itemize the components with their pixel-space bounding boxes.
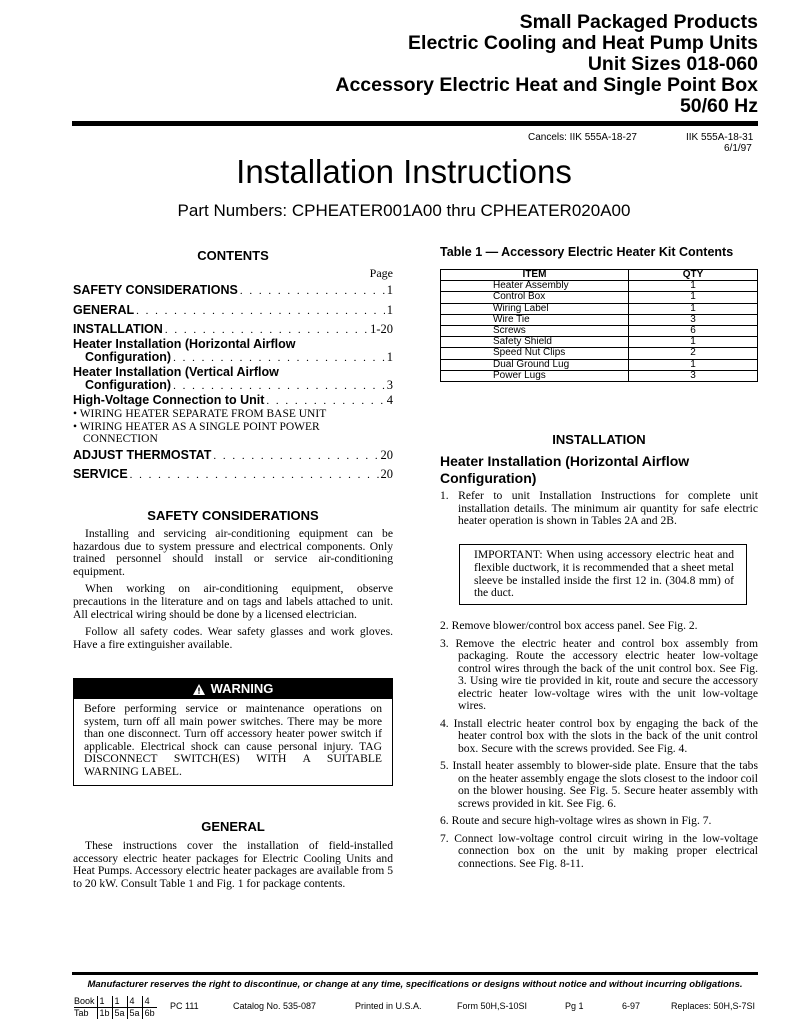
toc-entry-installation[interactable] bbox=[73, 323, 393, 338]
header-line-3: Unit Sizes 018-060 bbox=[587, 53, 758, 75]
qty-cell: 1 bbox=[629, 359, 758, 370]
table-row bbox=[441, 370, 758, 381]
table-row bbox=[441, 337, 758, 348]
qty-cell: 1 bbox=[629, 292, 758, 303]
toc-horizontal-label-1[interactable]: Heater Installation (Horizontal Airflow bbox=[73, 336, 296, 351]
qty-cell: 1 bbox=[629, 281, 758, 292]
qty-cell: 1 bbox=[629, 303, 758, 314]
step-7: 7. Connect low-voltage control circuit wiring in the low-voltage connection box on the unit by making proper electrical connections. See Fig. 8-11. bbox=[440, 831, 758, 870]
item-cell: Speed Nut Clips bbox=[441, 348, 629, 359]
col-header-item: ITEM bbox=[441, 270, 629, 281]
table-row bbox=[441, 314, 758, 325]
header-line-4: Accessory Electric Heat and Single Point Box bbox=[335, 74, 758, 96]
step-1: 1. Refer to unit Installation Instructions for complete unit installation details. The minimum air quantity for safe electric heater operation is shown in Tables 2A and 2B. bbox=[440, 489, 758, 527]
footer-replaces: Replaces: 50H,S-7SI bbox=[671, 1001, 756, 1011]
safety-paragraph-3: Follow all safety codes. Wear safety glasses and work gloves. Have a fire extinguisher available. bbox=[73, 625, 393, 651]
doc-number: IIK 555A-18-31 bbox=[686, 132, 754, 143]
header-rule bbox=[72, 121, 758, 126]
toc-vertical-page: 3 bbox=[386, 379, 393, 392]
book-row bbox=[74, 996, 157, 1008]
safety-heading: SAFETY CONSIDERATIONS bbox=[147, 508, 319, 523]
tab-cell: 5a bbox=[112, 1008, 127, 1020]
qty-cell: 1 bbox=[629, 337, 758, 348]
toc-vertical-label-1[interactable]: Heater Installation (Vertical Airflow bbox=[73, 364, 279, 379]
contents-section bbox=[73, 248, 393, 483]
table-row bbox=[441, 348, 758, 359]
installation-subheading-1: Heater Installation (Horizontal Airflow bbox=[440, 453, 690, 469]
toc-high-voltage-page: 4 bbox=[386, 393, 393, 407]
installation-steps bbox=[440, 620, 758, 870]
general-section bbox=[73, 819, 393, 890]
toc-bullet-separate: • WIRING HEATER SEPARATE FROM BASE UNIT bbox=[73, 408, 327, 420]
tab-cell: Tab bbox=[74, 1008, 89, 1018]
item-cell: Screws bbox=[441, 325, 629, 336]
item-cell: Wiring Label bbox=[441, 303, 629, 314]
table-row bbox=[441, 303, 758, 314]
footer-catalog: Catalog No. 535-087 bbox=[233, 1001, 317, 1011]
toc-safety-label: SAFETY CONSIDERATIONS bbox=[73, 284, 238, 297]
page-title: Installation Instructions bbox=[236, 153, 572, 190]
warning-bar bbox=[74, 679, 392, 699]
safety-paragraph-2: When working on air-conditioning equipment, observe precautions in the literature and on tags and labels attached to unit. All electrical wiring should be done by a licensed electrician. bbox=[73, 582, 393, 621]
step-6: 6. Route and secure high-voltage wires as shown in Fig. 7. bbox=[440, 814, 712, 827]
part-numbers: Part Numbers: CPHEATER001A00 thru CPHEATER020A00 bbox=[177, 201, 631, 220]
toc-entry-safety[interactable] bbox=[73, 284, 393, 299]
toc-entry-horizontal[interactable] bbox=[73, 351, 393, 366]
step-3: 3. Remove the electric heater and control box assembly from packaging. Route the accessory electric heater low-voltage control wires through the back of the unit control box. See Fig. 3. Using wire tie provided in kit, route and secure the accessory electric heater low-voltage wires with the unit low-voltage wires. bbox=[440, 636, 758, 712]
warning-text: Before performing service or maintenance operations on system, turn off all main power switches. There may be more than one disconnect. Turn off accessory heater power switch if applicable. Electrical shock can cause personal injury. TAG DISCONNECT SWITCH(ES) WITH A SUITABLE WARNING LABEL. bbox=[84, 702, 382, 778]
col-header-qty: QTY bbox=[629, 270, 758, 281]
book-cell: 4 bbox=[127, 996, 142, 1008]
toc-installation-label: INSTALLATION bbox=[73, 323, 163, 336]
toc-service-page: 20 bbox=[380, 468, 393, 481]
item-cell: Dual Ground Lug bbox=[441, 359, 629, 370]
table-row bbox=[441, 359, 758, 370]
safety-section bbox=[73, 508, 393, 651]
safety-paragraph-1: Installing and servicing air-conditioning equipment can be hazardous due to system pressure and electrical components. Only trained personnel should install or service air-conditioning equipment. bbox=[73, 527, 393, 578]
contents-page-label: Page bbox=[369, 266, 393, 280]
tab-cell: 6b bbox=[142, 1008, 157, 1020]
footer-page: Pg 1 bbox=[565, 1001, 584, 1011]
table-row bbox=[441, 325, 758, 336]
book-cell: 4 bbox=[142, 996, 157, 1008]
step-5: 5. Install heater assembly to blower-side plate. Ensure that the tabs on the heater assembly engage the slots closest to the indoor coil on the blower housing. See Fig. 5. Secure heater assembly with screws provided in kit. See Fig. 6. bbox=[440, 759, 758, 810]
table-row bbox=[441, 281, 758, 292]
toc-entry-thermostat[interactable] bbox=[73, 449, 393, 464]
toc-installation-page: 1-20 bbox=[370, 323, 393, 336]
toc-entry-service[interactable] bbox=[73, 468, 393, 483]
toc-thermostat-label: ADJUST THERMOSTAT bbox=[73, 448, 212, 462]
toc-horizontal-label-2: Configuration) bbox=[85, 351, 172, 364]
warning-box bbox=[73, 678, 393, 786]
installation-subheading-2: Configuration) bbox=[440, 470, 537, 486]
toc-high-voltage-label: High-Voltage Connection to Unit bbox=[73, 393, 265, 407]
toc-entry-vertical[interactable] bbox=[73, 379, 393, 394]
general-heading: GENERAL bbox=[201, 819, 265, 834]
item-cell: Control Box bbox=[441, 292, 629, 303]
kit-contents-table bbox=[440, 269, 758, 382]
toc-thermostat-page: 20 bbox=[380, 448, 393, 462]
step-4: 4. Install electric heater control box by engaging the back of the heater control box with the slots in the back of the unit control box. Secure with the screws provided. See Fig. 4. bbox=[440, 716, 758, 755]
footer-printed: Printed in U.S.A. bbox=[355, 1001, 422, 1011]
qty-cell: 3 bbox=[629, 314, 758, 325]
table1-title-text: Table 1 — Accessory Electric Heater Kit Contents bbox=[440, 245, 734, 259]
general-paragraph: These instructions cover the installation of field-installed accessory electric heater packages for Electric Cooling Units and Heat Pumps. Accessory electric heater packages are available from 5 to 20 kW. Consult Table 1 and Fig. 1 for package contents. bbox=[73, 839, 393, 890]
book-cell: 1 bbox=[97, 996, 112, 1008]
table-header-row bbox=[441, 270, 758, 281]
contents-heading: CONTENTS bbox=[197, 248, 269, 263]
item-cell: Heater Assembly bbox=[441, 281, 629, 292]
footer-rule bbox=[72, 972, 758, 975]
table-row bbox=[441, 292, 758, 303]
important-note: IMPORTANT: When using accessory electric heat and flexible ductwork, it is recommended that a sheet metal sleeve be installed inside the first 12 in. (304.8 mm) of the duct. bbox=[459, 544, 747, 605]
toc-service-label: SERVICE bbox=[73, 468, 128, 481]
header-line-1: Small Packaged Products bbox=[519, 11, 758, 33]
tab-cell: 5a bbox=[127, 1008, 142, 1020]
table1-title bbox=[440, 245, 758, 259]
footer-form: Form 50H,S-10SI bbox=[457, 1001, 528, 1011]
toc-bullet-single-point: • WIRING HEATER AS A SINGLE POINT POWER CONNECTION bbox=[73, 420, 320, 445]
book-cell: Book bbox=[74, 996, 97, 1008]
footer-notice: Manufacturer reserves the right to discontinue, or change at any time, specifications or designs without notice and without incurring obligations. bbox=[87, 979, 743, 990]
toc-safety-page: 1 bbox=[386, 284, 393, 297]
item-cell: Safety Shield bbox=[441, 337, 629, 348]
doc-date: 6/1/97 bbox=[724, 143, 752, 154]
toc-vertical-label-2: Configuration) bbox=[85, 379, 172, 392]
toc-entry-general[interactable] bbox=[73, 304, 393, 319]
book-tab-table bbox=[74, 996, 157, 1019]
installation-heading: INSTALLATION bbox=[552, 432, 646, 447]
warning-triangle-icon bbox=[193, 681, 205, 701]
step-2: 2. Remove blower/control box access panel. See Fig. 2. bbox=[440, 619, 698, 632]
toc-general-label: GENERAL bbox=[73, 303, 135, 317]
tab-cell: 1b bbox=[97, 1008, 112, 1020]
tab-row bbox=[74, 1008, 157, 1020]
cancels-note: Cancels: IIK 555A-18-27 bbox=[528, 132, 637, 143]
qty-cell: 3 bbox=[629, 370, 758, 381]
toc-entry-high-voltage[interactable] bbox=[73, 394, 393, 409]
qty-cell: 2 bbox=[629, 348, 758, 359]
footer-date: 6-97 bbox=[622, 1001, 641, 1011]
installation-section bbox=[440, 432, 758, 528]
warning-label: WARNING bbox=[210, 681, 274, 696]
book-cell: 1 bbox=[112, 996, 127, 1008]
footer-pc: PC 111 bbox=[170, 1001, 199, 1011]
header-line-2: Electric Cooling and Heat Pump Units bbox=[408, 32, 758, 54]
toc-general-page: 1 bbox=[386, 303, 393, 317]
item-cell: Power Lugs bbox=[441, 370, 629, 381]
toc-horizontal-page: 1 bbox=[386, 351, 393, 364]
header-line-5: 50/60 Hz bbox=[679, 95, 758, 117]
item-cell: Wire Tie bbox=[441, 314, 629, 325]
qty-cell: 6 bbox=[629, 325, 758, 336]
